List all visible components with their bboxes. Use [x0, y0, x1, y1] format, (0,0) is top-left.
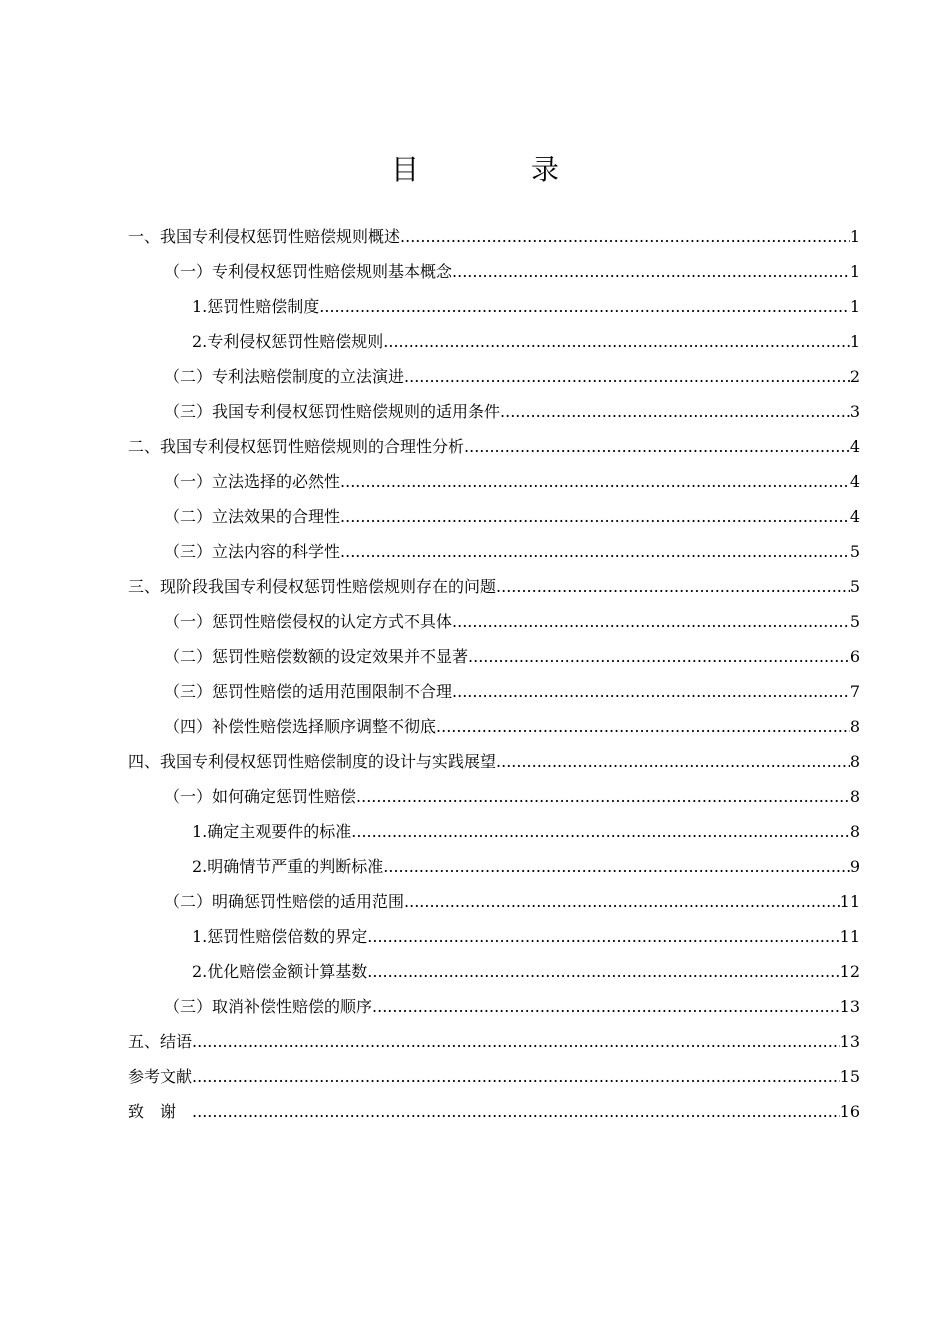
toc-entry-page-number: 8: [849, 822, 860, 841]
toc-entry-label: （一）惩罚性赔偿侵权的认定方式不具体: [164, 612, 453, 631]
toc-entry[interactable]: [128, 779, 860, 814]
toc-entry-label: （三）我国专利侵权惩罚性赔偿规则的适用条件: [164, 402, 501, 421]
dot-leader: [340, 534, 850, 569]
toc-entry-label: 一、我国专利侵权惩罚性赔偿规则概述: [128, 227, 401, 246]
dot-leader: [383, 324, 850, 359]
dot-leader: [500, 394, 850, 429]
toc-entry[interactable]: [128, 849, 860, 884]
toc-entry[interactable]: [128, 1024, 860, 1059]
dot-leader: [367, 919, 839, 954]
dot-leader: [340, 499, 850, 534]
toc-entry-page-number: 12: [839, 962, 860, 981]
toc-entry-label: 三、现阶段我国专利侵权惩罚性赔偿规则存在的问题: [128, 577, 497, 596]
dot-leader: [404, 359, 850, 394]
toc-entry-label: （三）取消补偿性赔偿的顺序: [164, 997, 373, 1016]
toc-entry-page-number: 16: [839, 1102, 860, 1121]
toc-entry-page-number: 13: [839, 1032, 860, 1051]
toc-entry-label: 四、我国专利侵权惩罚性赔偿制度的设计与实践展望: [128, 752, 497, 771]
toc-entry[interactable]: [128, 919, 860, 954]
toc-entry[interactable]: [128, 499, 860, 534]
toc-entry-label: （二）专利法赔偿制度的立法演进: [164, 367, 405, 386]
toc-entry-label: 致谢: [128, 1102, 193, 1121]
toc-entry-page-number: 4: [849, 507, 860, 526]
toc-entry-page-number: 7: [849, 682, 860, 701]
toc-entry-label: （一）专利侵权惩罚性赔偿规则基本概念: [164, 262, 453, 281]
toc-entry-label: （三）立法内容的科学性: [164, 542, 341, 561]
toc-entry[interactable]: [128, 429, 860, 464]
toc-entry[interactable]: [128, 674, 860, 709]
toc-entry-label: （二）惩罚性赔偿数额的设定效果并不显著: [164, 647, 469, 666]
toc-entry-label: （二）立法效果的合理性: [164, 507, 341, 526]
toc-entry[interactable]: [128, 464, 860, 499]
toc-entry[interactable]: [128, 569, 860, 604]
toc-entry-page-number: 9: [849, 857, 860, 876]
toc-entry-label: 参考文献: [128, 1067, 193, 1086]
dot-leader: [436, 709, 850, 744]
toc-entry-label: （三）惩罚性赔偿的适用范围限制不合理: [164, 682, 453, 701]
dot-leader: [404, 884, 840, 919]
toc-entry[interactable]: [128, 324, 860, 359]
dot-leader: [192, 1094, 840, 1129]
toc-entry-page-number: 8: [849, 717, 860, 736]
toc-entry-page-number: 4: [849, 472, 860, 491]
toc-entry[interactable]: [128, 744, 860, 779]
toc-entry-page-number: 2: [849, 367, 860, 386]
dot-leader: [356, 779, 850, 814]
toc-entry-page-number: 1: [849, 262, 860, 281]
dot-leader: [468, 639, 850, 674]
toc-entry[interactable]: [128, 989, 860, 1024]
toc-entry[interactable]: [128, 394, 860, 429]
toc-entry-label: （二）明确惩罚性赔偿的适用范围: [164, 892, 405, 911]
toc-entry[interactable]: [128, 1059, 860, 1094]
dot-leader: [340, 464, 850, 499]
toc-entry-label: 二、我国专利侵权惩罚性赔偿规则的合理性分析: [128, 437, 465, 456]
toc-entry-label: 五、结语: [128, 1032, 193, 1051]
dot-leader: [192, 1059, 840, 1094]
toc-entry-label: 1.确定主观要件的标准: [192, 822, 352, 841]
toc-entry-page-number: 3: [849, 402, 860, 421]
dot-leader: [351, 814, 850, 849]
dot-leader: [192, 1024, 840, 1059]
toc-entry[interactable]: [128, 254, 860, 289]
toc-entry[interactable]: [128, 884, 860, 919]
dot-leader: [383, 849, 850, 884]
toc-entry[interactable]: [128, 219, 860, 254]
toc-entry[interactable]: [128, 814, 860, 849]
toc-entry-label: 1.惩罚性赔偿倍数的界定: [192, 927, 368, 946]
toc-entry[interactable]: [128, 954, 860, 989]
toc-entry[interactable]: [128, 709, 860, 744]
toc-entry-page-number: 8: [849, 787, 860, 806]
dot-leader: [367, 954, 839, 989]
toc-entry-label: 1.惩罚性赔偿制度: [192, 297, 320, 316]
toc-entry-page-number: 15: [839, 1067, 860, 1086]
dot-leader: [400, 219, 850, 254]
toc-entry-page-number: 5: [849, 612, 860, 631]
toc-entry-page-number: 11: [839, 892, 860, 911]
toc-entry[interactable]: [128, 604, 860, 639]
toc-entry-page-number: 1: [849, 227, 860, 246]
dot-leader: [464, 429, 850, 464]
toc-entry-page-number: 6: [849, 647, 860, 666]
toc-entry[interactable]: [128, 534, 860, 569]
toc-entry-label: （一）立法选择的必然性: [164, 472, 341, 491]
toc-entry[interactable]: [128, 639, 860, 674]
dot-leader: [372, 989, 840, 1024]
toc-entry-page-number: 13: [839, 997, 860, 1016]
dot-leader: [452, 254, 850, 289]
toc-entry[interactable]: [128, 289, 860, 324]
dot-leader: [452, 674, 850, 709]
toc-entry[interactable]: [128, 1094, 860, 1129]
toc-entry-label: 2.专利侵权惩罚性赔偿规则: [192, 332, 384, 351]
toc-entry-label: （四）补偿性赔偿选择顺序调整不彻底: [164, 717, 437, 736]
toc-entry-page-number: 8: [849, 752, 860, 771]
dot-leader: [452, 604, 850, 639]
toc-entry-page-number: 4: [849, 437, 860, 456]
toc-entry-label: 2.优化赔偿金额计算基数: [192, 962, 368, 981]
toc-entry-page-number: 1: [849, 297, 860, 316]
toc-entry-page-number: 1: [849, 332, 860, 351]
toc-entry-page-number: 5: [849, 577, 860, 596]
toc-entry-page-number: 5: [849, 542, 860, 561]
toc-entry-page-number: 11: [839, 927, 860, 946]
table-of-contents: [128, 219, 860, 1129]
toc-entry-label: （一）如何确定惩罚性赔偿: [164, 787, 357, 806]
dot-leader: [496, 744, 850, 779]
dot-leader: [496, 569, 850, 604]
dot-leader: [319, 289, 850, 324]
toc-entry-label: 2.明确情节严重的判断标准: [192, 857, 384, 876]
toc-title: 目 录: [390, 153, 601, 186]
toc-entry[interactable]: [128, 359, 860, 394]
